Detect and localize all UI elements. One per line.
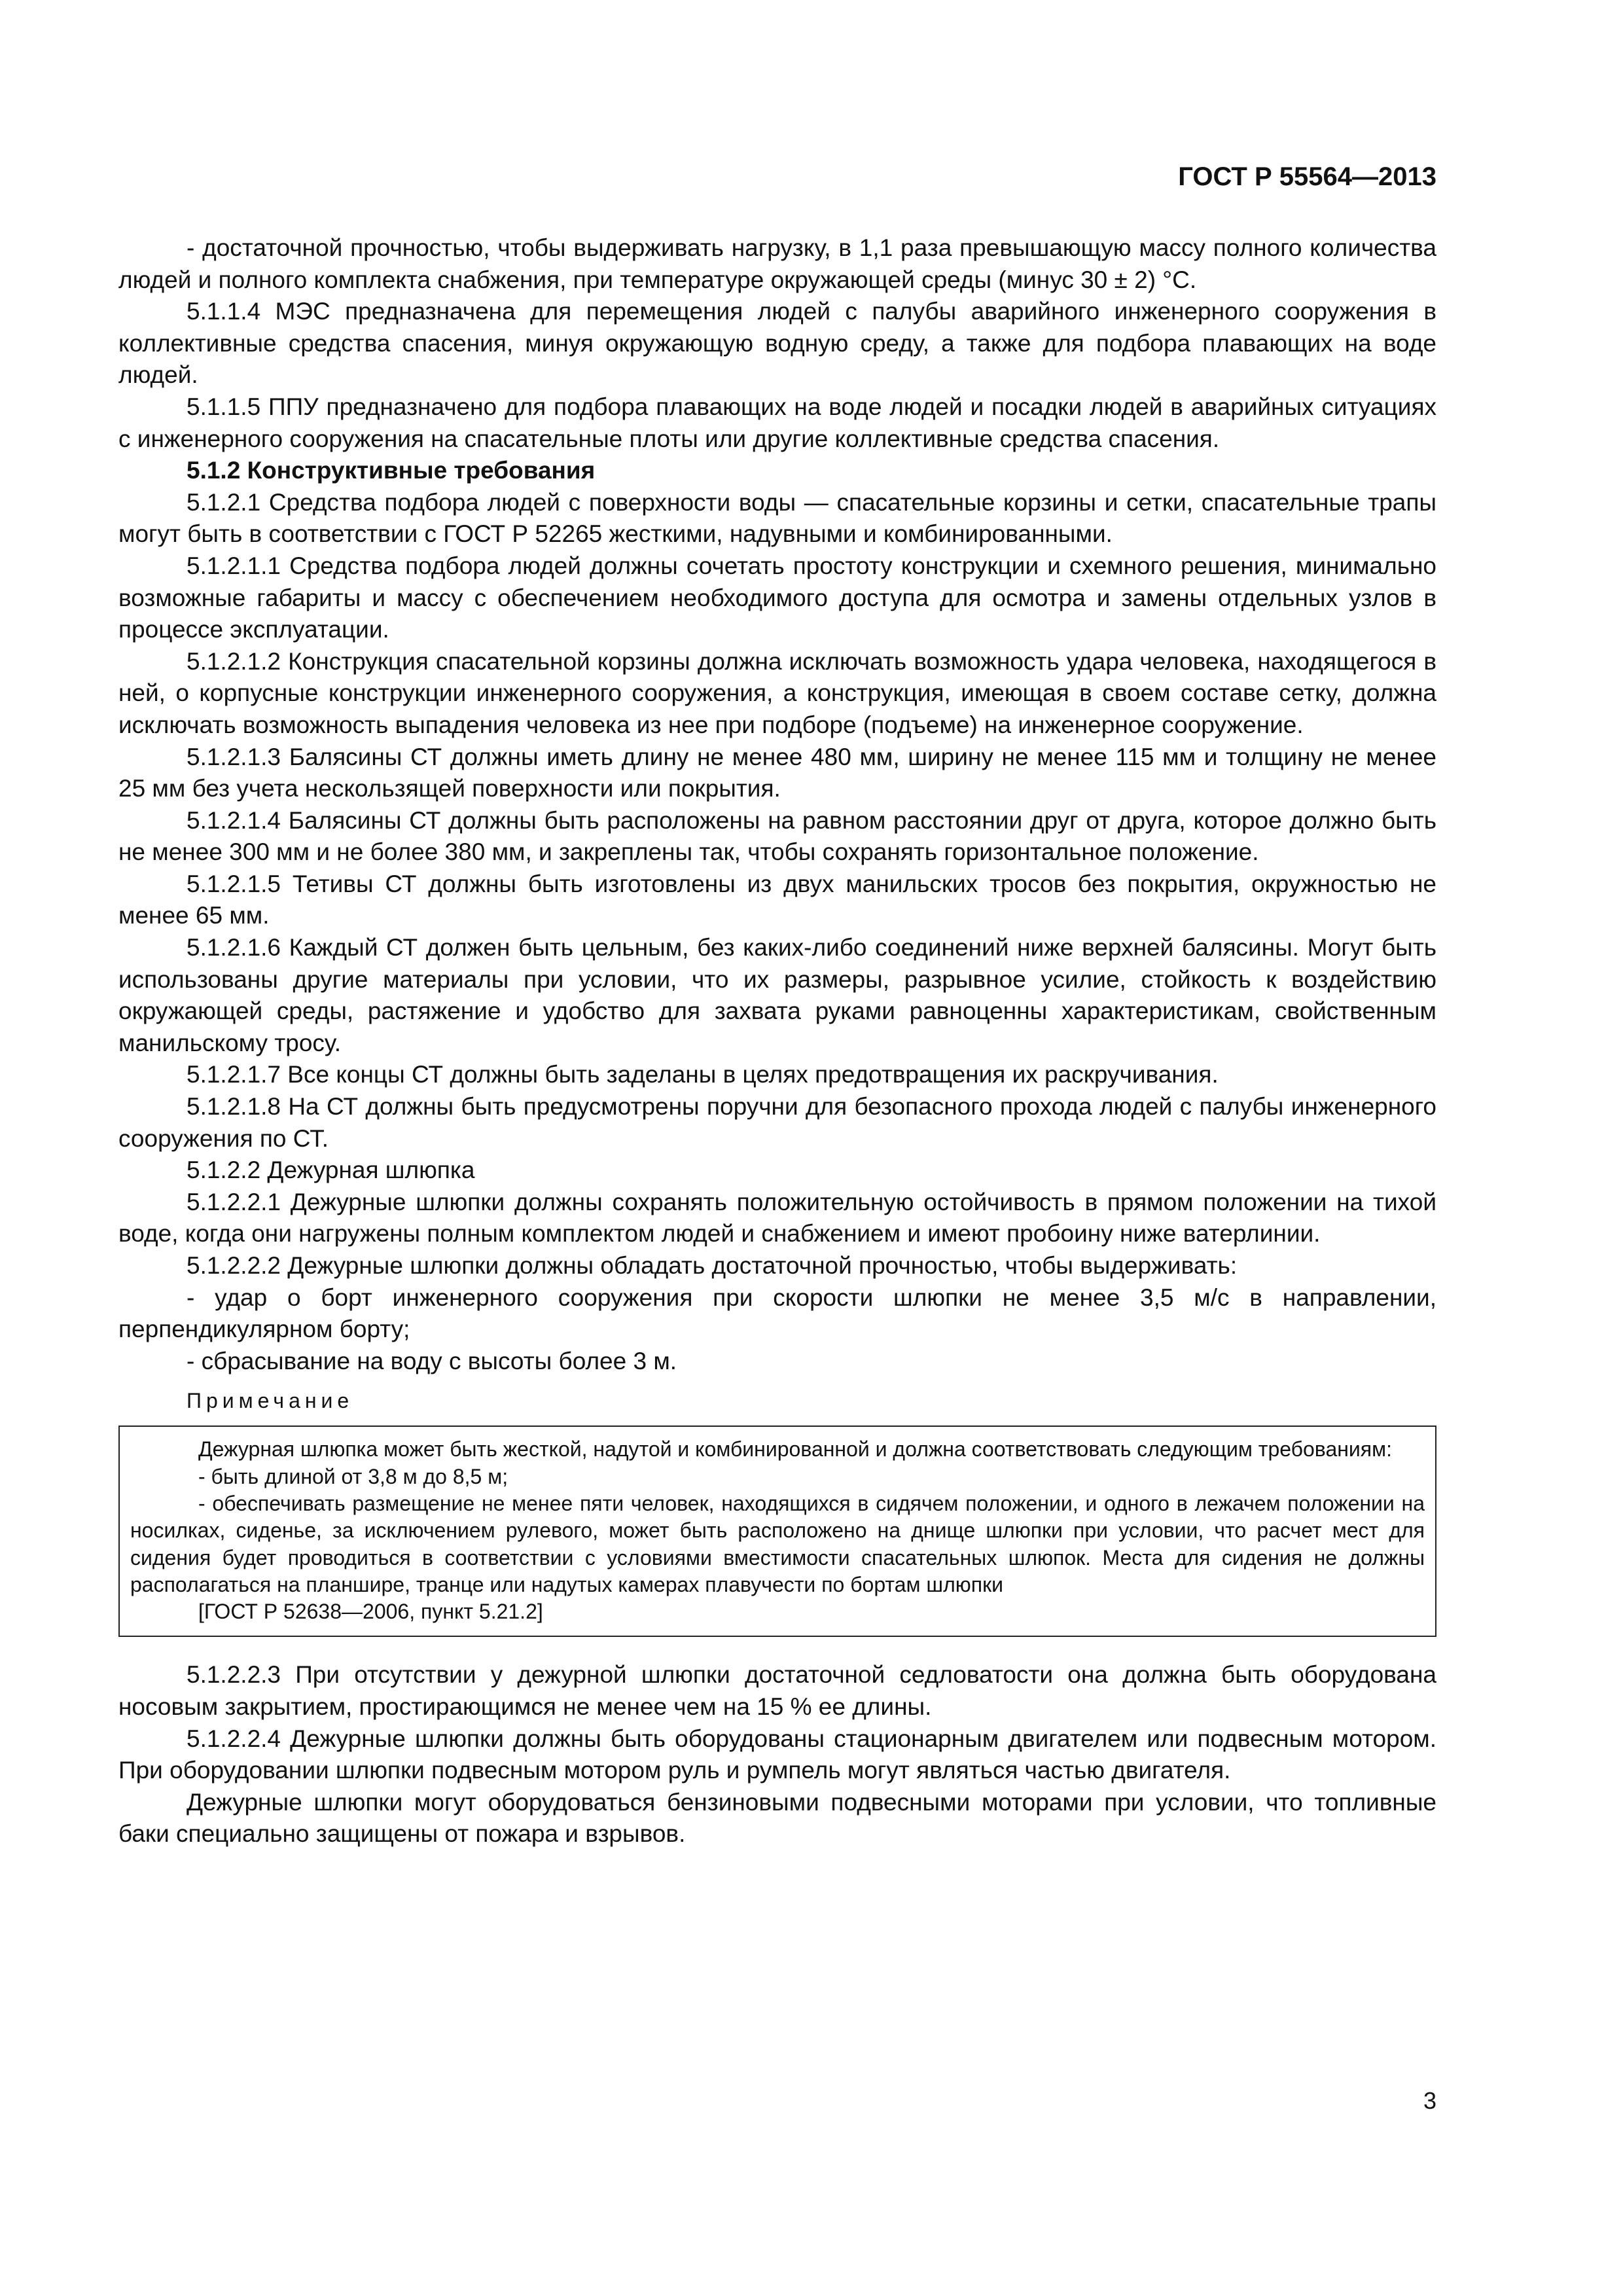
- note-line: - быть длиной от 3,8 м до 8,5 м;: [198, 1464, 508, 1488]
- body-paragraph: 5.1.2.2.1 Дежурные шлюпки должны сохранять положительную остойчивость в прямом положении на тихой воде, когда они нагружены полным комплектом людей и снабжением и имеют пробоину ниже ватерлинии.: [118, 1188, 1436, 1247]
- body-paragraph: - достаточной прочностью, чтобы выдерживать нагрузку, в 1,1 раза превышающую массу полного количества людей и полного комплекта снабжения, при температуре окружающей среды (минус 30 ± 2) °С.: [118, 234, 1436, 293]
- body-paragraph: - сбрасывание на воду с высоты более 3 м.: [187, 1347, 677, 1374]
- body-paragraph: 5.1.2.1.8 На СТ должны быть предусмотрены поручни для безопасного прохода людей с палубы инженерного сооружения по СТ.: [118, 1093, 1436, 1152]
- document-code-header: ГОСТ Р 55564—2013: [1178, 162, 1436, 191]
- body-paragraph: 5.1.2.2.4 Дежурные шлюпки должны быть оборудованы стационарным двигателем или подвесным мотором. При оборудовании шлюпки подвесным мотором руль и румпель могут являться частью двигателя.: [118, 1725, 1436, 1784]
- body-paragraph: 5.1.2.1.2 Конструкция спасательной корзины должна исключать возможность удара человека, находящегося в ней, о корпусные конструкции инженерного сооружения, а конструкция, имеющая в своем составе сетку, должна исключать возможность выпадения человека из нее при подборе (подъеме) на инженерное сооружение.: [118, 647, 1436, 738]
- body-paragraph: - удар о борт инженерного сооружения при скорости шлюпки не менее 3,5 м/с в направлении, перпендикулярном борту;: [118, 1283, 1436, 1343]
- body-paragraph: 5.1.2.1.6 Каждый СТ должен быть цельным, без каких-либо соединений ниже верхней балясины. Могут быть использованы другие материалы при условии, что их размеры, разрывное усилие, стойкость к воздействию окружающей среды, растяжение и удобство для захвата руками равноценны характеристикам, свойственным манильскому тросу.: [118, 934, 1436, 1056]
- body-paragraph: 5.1.2.1.7 Все концы СТ должны быть заделаны в целях предотвращения их раскручивания.: [187, 1061, 1219, 1088]
- document-body: [118, 232, 1436, 1850]
- body-paragraph: Дежурные шлюпки могут оборудоваться бензиновыми подвесными моторами при условии, что топливные баки специально защищены от пожара и взрывов.: [118, 1788, 1436, 1848]
- note-line: - обеспечивать размещение не менее пяти человек, находящихся в сидячем положении, и одного в лежачем положении на носилках, сиденье, за исключением рулевого, может быть расположено на днище шлюпки при условии, что расчет мест для сидения будет проводиться в соответствии с условиями вместимости спасательных шлюпок. Места для сидения не должны располагаться на планшире, транце или надутых камерах плавучести по бортам шлюпки: [130, 1491, 1425, 1596]
- body-paragraph: 5.1.2.2 Дежурная шлюпка: [187, 1157, 475, 1184]
- body-paragraph: 5.1.2.1.1 Средства подбора людей должны сочетать простоту конструкции и схемного решения, минимально возможные габариты и массу с обеспечением необходимого доступа для осмотра и замены отдельных узлов в процессе эксплуатации.: [118, 552, 1436, 643]
- body-paragraph: 5.1.2.2.2 Дежурные шлюпки должны обладать достаточной прочностью, чтобы выдерживать:: [187, 1252, 1238, 1279]
- body-paragraph: 5.1.2.1.5 Тетивы СТ должны быть изготовлены из двух манильских тросов без покрытия, окружностью не менее 65 мм.: [118, 870, 1436, 929]
- page-number: 3: [1423, 2087, 1436, 2114]
- note-label: Примечание: [187, 1389, 354, 1413]
- body-paragraph: 5.1.1.5 ППУ предназначено для подбора плавающих на воде людей и посадки людей в аварийных ситуациях с инженерного сооружения на спасательные плоты или другие коллективные средства спасения.: [118, 393, 1436, 452]
- body-paragraph: 5.1.2.2.3 При отсутствии у дежурной шлюпки достаточной седловатости она должна быть оборудована носовым закрытием, простирающимся не менее чем на 15 % ее длины.: [118, 1661, 1436, 1721]
- body-paragraph: 5.1.1.4 МЭС предназначена для перемещения людей с палубы аварийного инженерного сооружения в коллективные средства спасения, минуя окружающую водную среду, а также для подбора плавающих на воде людей.: [118, 298, 1436, 389]
- note-box: [118, 1426, 1436, 1637]
- body-paragraph: 5.1.2.1 Средства подбора людей с поверхности воды — спасательные корзины и сетки, спасательные трапы могут быть в соответствии с ГОСТ Р 52265 жесткими, надувными и комбинированными.: [118, 488, 1436, 548]
- section-paragraphs-after: [118, 1659, 1436, 1850]
- note-line: Дежурная шлюпка может быть жесткой, надутой и комбинированной и должна соответствовать следующим требованиям:: [198, 1437, 1392, 1462]
- note-line: [ГОСТ Р 52638—2006, пункт 5.21.2]: [198, 1600, 543, 1624]
- body-paragraph: 5.1.2.1.4 Балясины СТ должны быть расположены на равном расстоянии друг от друга, которое должно быть не менее 300 мм и не более 380 мм, и закреплены так, чтобы сохранять горизонтальное положение.: [118, 806, 1436, 866]
- body-paragraph: 5.1.2.1.3 Балясины СТ должны иметь длину не менее 480 мм, ширину не менее 115 мм и толщину не менее 25 мм без учета нескользящей поверхности или покрытия.: [118, 743, 1436, 802]
- section-paragraphs: [118, 232, 1436, 1377]
- section-heading: 5.1.2 Конструктивные требования: [187, 457, 596, 484]
